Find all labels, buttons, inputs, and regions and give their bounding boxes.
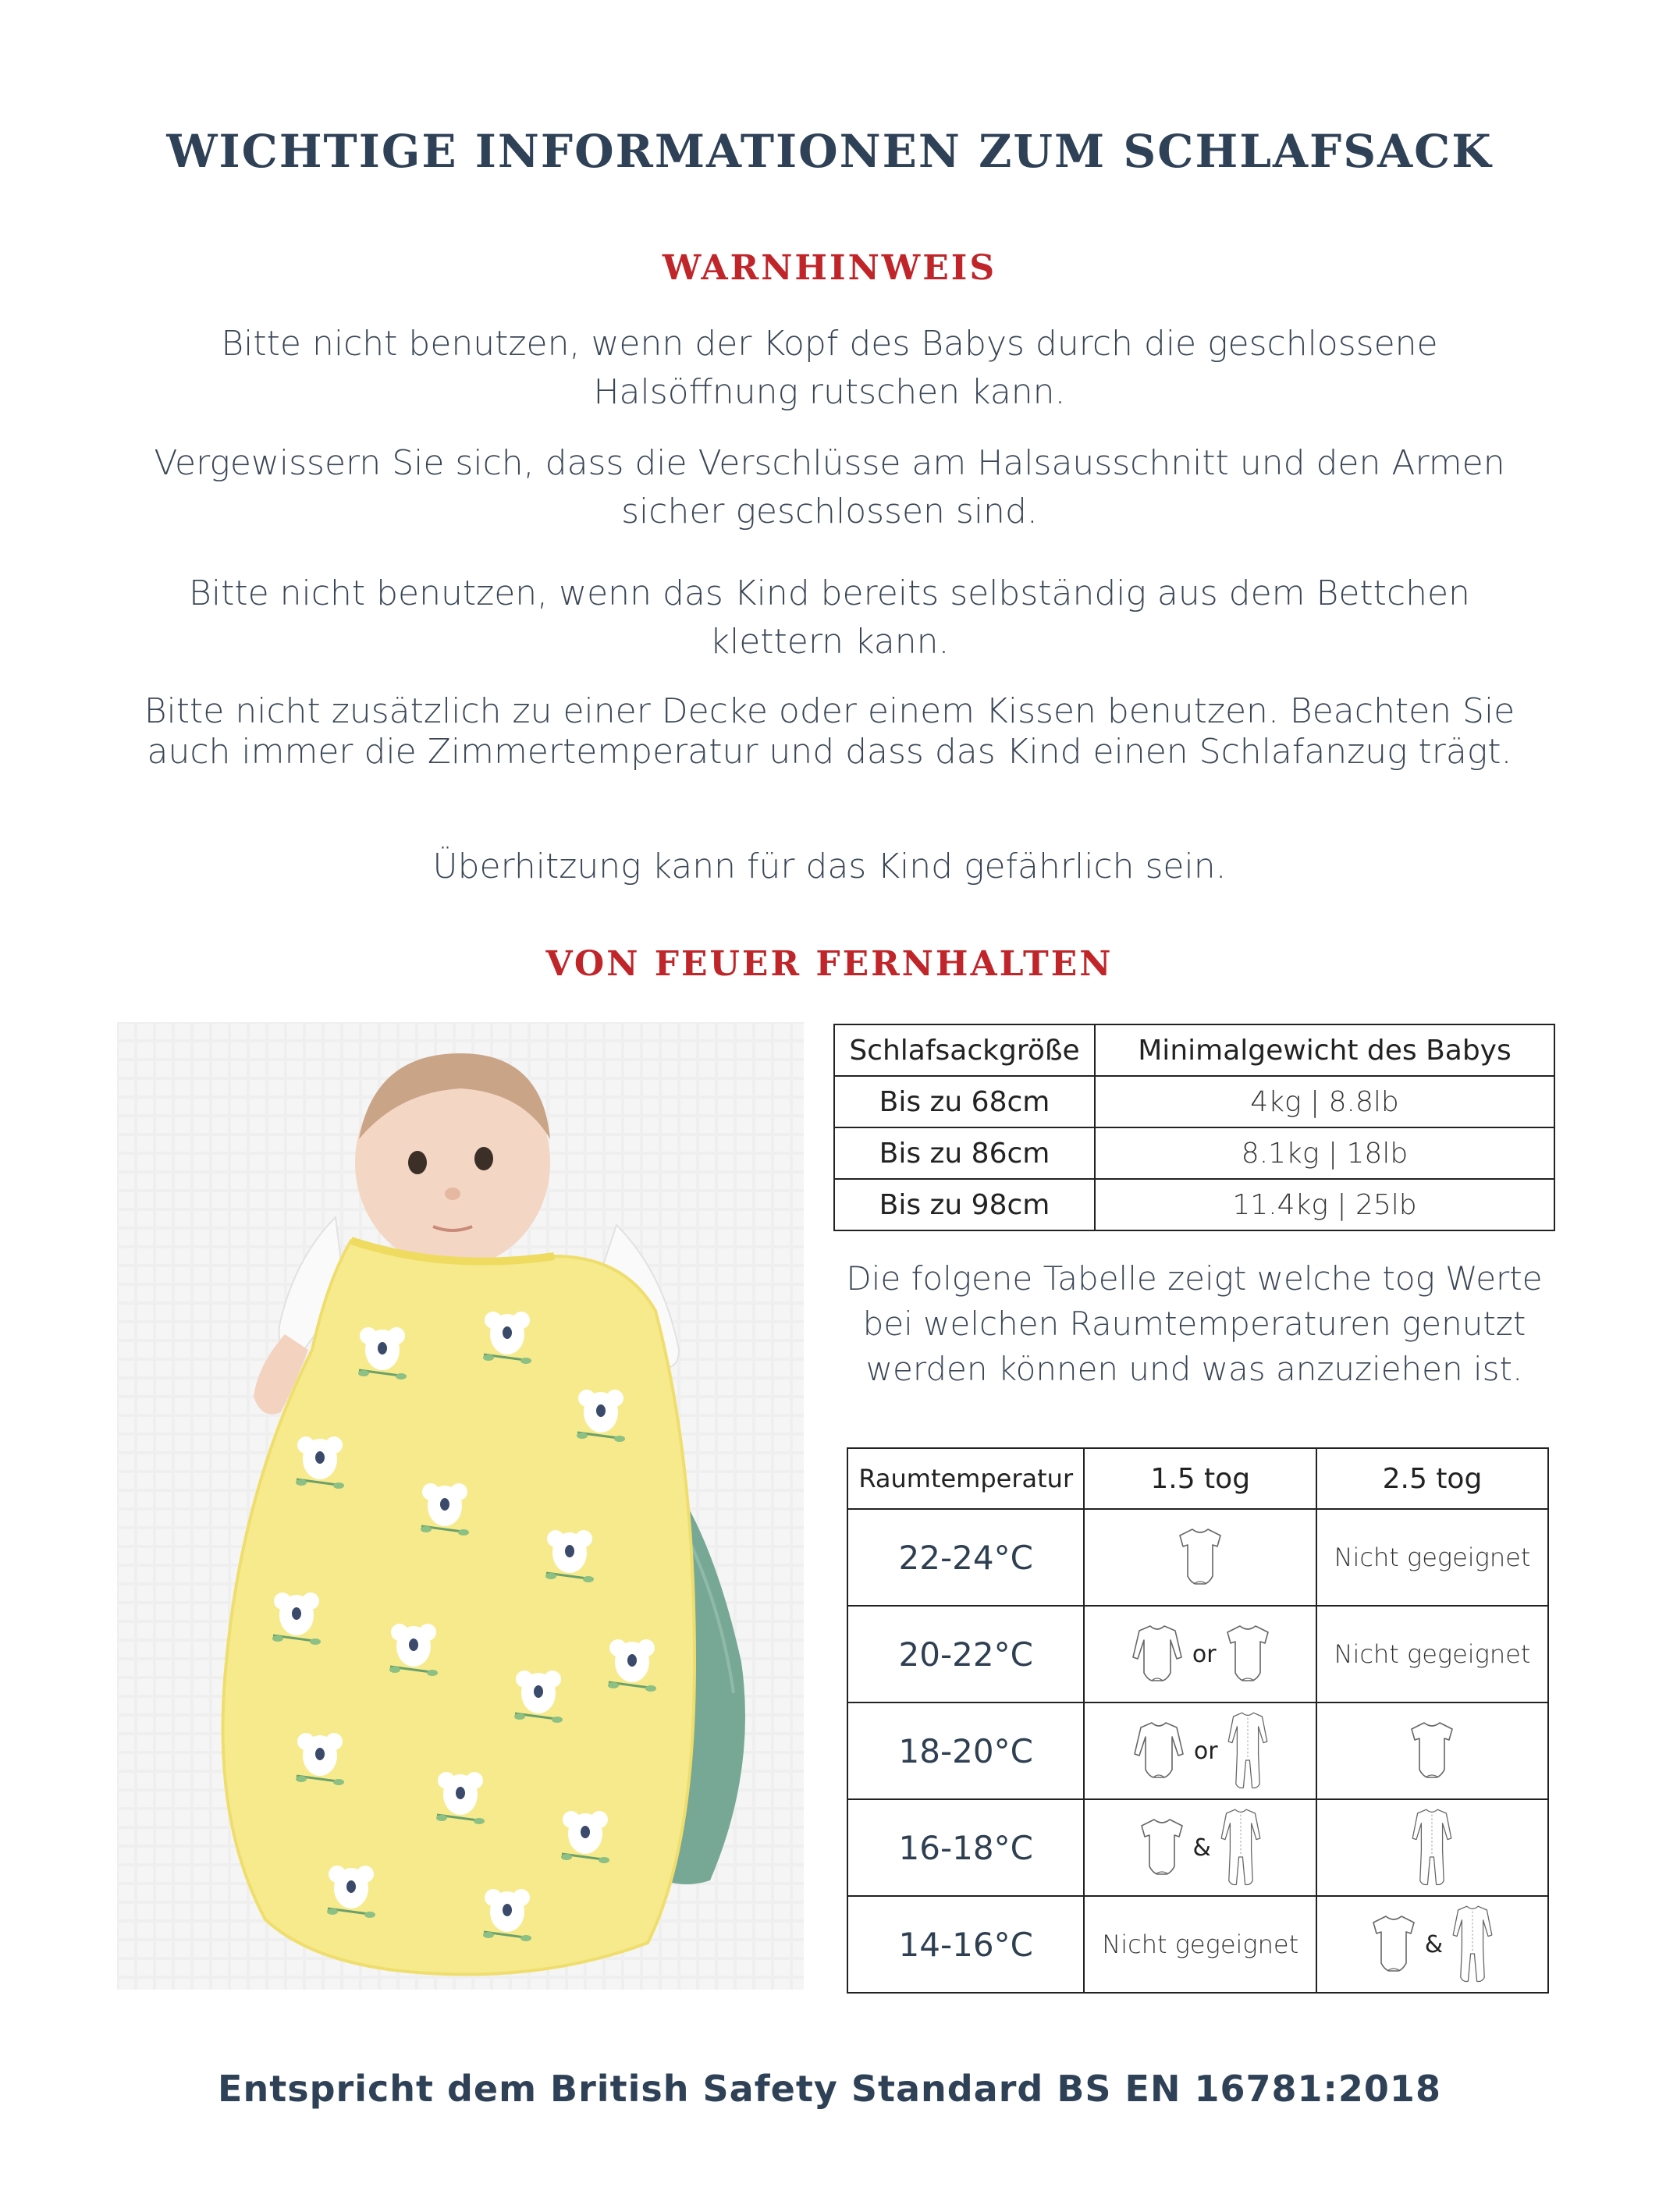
tog-1-5-cell <box>1084 1896 1316 1993</box>
short-sleeve-bodysuit-icon <box>1177 1526 1224 1589</box>
temperature-cell: 22-24°C <box>847 1509 1084 1606</box>
tog-2-5-cell <box>1316 1799 1548 1896</box>
tog-2-5-cell <box>1316 1606 1548 1702</box>
tog-2-5-cell <box>1316 1702 1548 1799</box>
weight-cell: 11.4kg | 25lb <box>1095 1179 1554 1230</box>
table-row <box>847 1799 1548 1896</box>
table-row <box>834 1076 1554 1127</box>
sleepsuit-icon <box>1451 1904 1494 1985</box>
warning-text-5: Überhitzung kann für das Kind gefährlich sein. <box>432 847 1227 886</box>
and-label: & <box>1424 1930 1444 1958</box>
size-cell: Bis zu 98cm <box>834 1179 1095 1230</box>
short-sleeve-bodysuit-icon <box>1409 1720 1455 1782</box>
size-cell: Bis zu 86cm <box>834 1127 1095 1179</box>
table-row <box>834 1127 1554 1179</box>
table-row <box>847 1702 1548 1799</box>
header-room-temperature: Raumtemperatur <box>847 1448 1084 1509</box>
table-row <box>834 1179 1554 1230</box>
short-sleeve-bodysuit-icon <box>1224 1623 1271 1685</box>
table-row <box>847 1896 1548 1993</box>
and-label: & <box>1192 1834 1211 1862</box>
warning-text-3: Bitte nicht benutzen, wenn das Kind bereits selbständig aus dem Bettchen klettern kann. <box>189 573 1470 662</box>
size-weight-table <box>833 1024 1555 1231</box>
not-suitable-label: Nicht gegeignet <box>1334 1543 1531 1572</box>
temperature-cell: 18-20°C <box>847 1702 1084 1799</box>
tog-1-5-cell <box>1084 1606 1316 1702</box>
long-sleeve-bodysuit-icon <box>1130 1623 1185 1685</box>
warning-text-2: Vergewissern Sie sich, dass die Verschlüsse am Halsausschnitt und den Armen sicher geschlossen sind. <box>154 443 1505 531</box>
sleepsuit-icon <box>1219 1807 1263 1888</box>
sleepsuit-icon <box>1226 1710 1270 1791</box>
temperature-cell: 20-22°C <box>847 1606 1084 1702</box>
tog-description: Die folgene Tabelle zeigt welche tog Werte bei welchen Raumtemperaturen genutzt werden können und was anzuziehen ist. <box>846 1259 1543 1388</box>
tog-1-5-cell <box>1084 1702 1316 1799</box>
header-2-5-tog: 2.5 tog <box>1316 1448 1548 1509</box>
header-min-weight: Minimalgewicht des Babys <box>1095 1024 1554 1076</box>
temperature-cell: 16-18°C <box>847 1799 1084 1896</box>
not-suitable-label: Nicht gegeignet <box>1334 1639 1531 1669</box>
or-label: or <box>1193 1737 1218 1765</box>
safety-standard-footer: Entspricht dem British Safety Standard BS EN 16781:2018 <box>218 2068 1441 2110</box>
warning-text-1: Bitte nicht benutzen, wenn der Kopf des Babys durch die geschlossene Halsöffnung rutschen kann. <box>221 324 1438 412</box>
size-cell: Bis zu 68cm <box>834 1076 1095 1127</box>
header-size: Schlafsackgröße <box>834 1024 1095 1076</box>
short-sleeve-bodysuit-icon <box>1370 1913 1417 1976</box>
tog-1-5-cell <box>1084 1799 1316 1896</box>
long-sleeve-bodysuit-icon <box>1131 1720 1186 1782</box>
table-row <box>847 1606 1548 1702</box>
table-header-row <box>847 1448 1548 1509</box>
or-label: or <box>1192 1640 1217 1668</box>
weight-cell: 4kg | 8.8lb <box>1095 1076 1554 1127</box>
warning-text-4: Bitte nicht zusätzlich zu einer Decke oder einem Kissen benutzen. Beachten Sie auch immer die Zimmertemperatur und dass das Kind einen Schlafanzug trägt. <box>144 691 1515 772</box>
tog-2-5-cell <box>1316 1509 1548 1606</box>
tog-1-5-cell <box>1084 1509 1316 1606</box>
table-row <box>847 1509 1548 1606</box>
warning-heading: WARNHINWEIS <box>662 248 997 288</box>
sleepsuit-icon <box>1410 1807 1454 1888</box>
weight-cell: 8.1kg | 18lb <box>1095 1127 1554 1179</box>
not-suitable-label: Nicht gegeignet <box>1102 1930 1299 1959</box>
short-sleeve-bodysuit-icon <box>1139 1816 1185 1879</box>
tog-temperature-table <box>847 1447 1549 1994</box>
temperature-cell: 14-16°C <box>847 1896 1084 1993</box>
baby-sleeping-bag-illustration <box>117 1022 804 1990</box>
header-1-5-tog: 1.5 tog <box>1084 1448 1316 1509</box>
product-photo <box>117 1022 804 1990</box>
table-header-row <box>834 1024 1554 1076</box>
page-title: WICHTIGE INFORMATIONEN ZUM SCHLAFSACK <box>166 125 1493 178</box>
fire-heading: VON FEUER FERNHALTEN <box>545 944 1114 984</box>
tog-2-5-cell <box>1316 1896 1548 1993</box>
